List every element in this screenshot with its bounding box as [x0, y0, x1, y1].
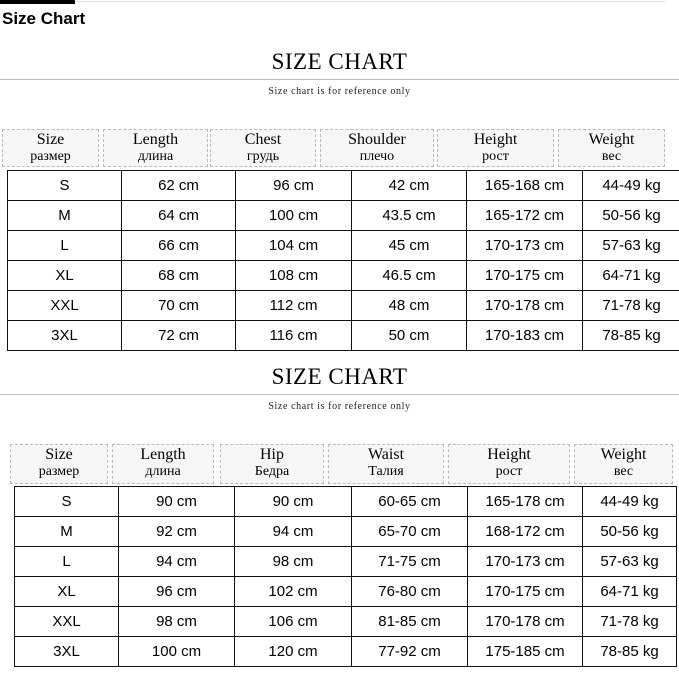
header-label-en: Weight [588, 131, 635, 148]
table-cell: 78-85 kg [583, 321, 679, 351]
header-label-ru: рост [495, 464, 523, 479]
header-label-ru: рост [482, 149, 509, 164]
table-row [8, 171, 679, 201]
table-cell: 165-168 cm [467, 171, 583, 201]
table-cell: 165-172 cm [467, 201, 583, 231]
tops-header-cell [437, 129, 554, 167]
header-label-ru: Бедра [254, 464, 290, 479]
table-row [15, 607, 677, 637]
header-label-ru: Талия [368, 464, 404, 479]
header-label-ru: длина [145, 464, 181, 479]
bottoms-size-table [14, 486, 677, 667]
tops-header-cell [210, 129, 316, 167]
table-cell: 108 cm [236, 261, 352, 291]
tops-header-cell [320, 129, 434, 167]
header-label-ru: размер [38, 464, 80, 479]
table-cell: 170-175 cm [467, 261, 583, 291]
header-label-ru: длина [137, 149, 174, 164]
header-label-ru: грудь [246, 149, 280, 164]
table-cell: 44-49 kg [583, 487, 677, 517]
table-cell: 64 cm [122, 201, 236, 231]
table-cell: 42 cm [352, 171, 467, 201]
table-cell: M [8, 201, 122, 231]
table-cell: 60-65 cm [352, 487, 468, 517]
header-label-ru: вес [601, 149, 622, 164]
header-label-ru: вес [613, 464, 634, 479]
tops-chart-title: SIZE CHART [271, 49, 408, 74]
bottoms-header-cell [448, 444, 570, 484]
table-cell: 50-56 kg [583, 517, 677, 547]
table-cell: 116 cm [236, 321, 352, 351]
table-cell: 48 cm [352, 291, 467, 321]
table-cell: 165-178 cm [468, 487, 583, 517]
page-title: Size Chart [2, 9, 86, 28]
table-cell: 104 cm [236, 231, 352, 261]
table-cell: 81-85 cm [352, 607, 468, 637]
bottoms-chart-title: SIZE CHART [271, 364, 408, 389]
table-cell: 76-80 cm [352, 577, 468, 607]
header-label-en: Height [487, 446, 531, 463]
header-label-en: Shoulder [348, 131, 406, 148]
table-cell: 98 cm [235, 547, 352, 577]
tops-reference-note: Size chart is for reference only [268, 86, 411, 97]
table-cell: 68 cm [122, 261, 236, 291]
tops-size-table [7, 170, 679, 351]
table-cell: 175-185 cm [468, 637, 583, 667]
header-label-en: Length [132, 131, 179, 148]
table-cell: 70 cm [122, 291, 236, 321]
table-cell: 112 cm [236, 291, 352, 321]
table-cell: 90 cm [235, 487, 352, 517]
header-label-en: Size [36, 131, 65, 148]
header-label-en: Chest [244, 131, 282, 148]
header-label-ru: плечо [359, 149, 395, 164]
table-cell: XL [15, 577, 119, 607]
table-cell: 170-178 cm [468, 607, 583, 637]
table-cell: 170-175 cm [468, 577, 583, 607]
table-row [8, 291, 679, 321]
header-label-ru: размер [30, 149, 71, 164]
table-cell: 78-85 kg [583, 637, 677, 667]
table-cell: 168-172 cm [468, 517, 583, 547]
table-cell: 100 cm [236, 201, 352, 231]
table-cell: 90 cm [119, 487, 235, 517]
table-row [8, 261, 679, 291]
table-cell: S [8, 171, 122, 201]
table-cell: 50-56 kg [583, 201, 679, 231]
table-cell: 65-70 cm [352, 517, 468, 547]
bottoms-header-cell [112, 444, 214, 484]
table-cell: L [15, 547, 119, 577]
table-row [15, 547, 677, 577]
table-cell: 100 cm [119, 637, 235, 667]
table-cell: XL [8, 261, 122, 291]
table-cell: 77-92 cm [352, 637, 468, 667]
table-cell: 96 cm [236, 171, 352, 201]
tops-title-rule [0, 79, 679, 80]
table-cell: 106 cm [235, 607, 352, 637]
table-cell: 43.5 cm [352, 201, 467, 231]
tops-header-cell [2, 129, 99, 167]
header-label-en: Height [473, 131, 518, 148]
table-cell: M [15, 517, 119, 547]
header-accent-bar [0, 0, 75, 4]
page-header [0, 0, 679, 36]
table-cell: 46.5 cm [352, 261, 467, 291]
table-row [8, 321, 679, 351]
bottoms-reference-note: Size chart is for reference only [268, 401, 411, 412]
table-row [15, 577, 677, 607]
table-cell: 44-49 kg [583, 171, 679, 201]
bottoms-title-rule [0, 394, 679, 395]
table-row [15, 487, 677, 517]
table-cell: 120 cm [235, 637, 352, 667]
bottoms-header-cell [10, 444, 108, 484]
table-cell: 64-71 kg [583, 577, 677, 607]
header-label-en: Hip [260, 446, 284, 463]
table-row [15, 637, 677, 667]
table-cell: 170-173 cm [468, 547, 583, 577]
header-label-en: Length [140, 446, 186, 463]
table-cell: 94 cm [235, 517, 352, 547]
table-cell: 3XL [8, 321, 122, 351]
table-cell: 170-178 cm [467, 291, 583, 321]
table-cell: 57-63 kg [583, 231, 679, 261]
table-row [15, 517, 677, 547]
tops-header-cell [558, 129, 665, 167]
bottoms-header-cell [574, 444, 673, 484]
table-cell: XXL [8, 291, 122, 321]
tops-header-cell [103, 129, 208, 167]
bottoms-header-cell [220, 444, 324, 484]
table-cell: 94 cm [119, 547, 235, 577]
table-row [8, 201, 679, 231]
table-cell: L [8, 231, 122, 261]
table-cell: 92 cm [119, 517, 235, 547]
table-cell: 71-78 kg [583, 607, 677, 637]
header-label-en: Weight [600, 446, 647, 463]
table-cell: 62 cm [122, 171, 236, 201]
header-label-en: Waist [367, 446, 405, 463]
table-cell: S [15, 487, 119, 517]
bottoms-header-cell [328, 444, 444, 484]
header-label-en: Size [45, 446, 73, 463]
table-cell: 98 cm [119, 607, 235, 637]
table-cell: 96 cm [119, 577, 235, 607]
table-cell: 50 cm [352, 321, 467, 351]
header-divider [75, 1, 665, 2]
table-cell: 71-78 kg [583, 291, 679, 321]
table-cell: 45 cm [352, 231, 467, 261]
table-cell: 3XL [15, 637, 119, 667]
table-cell: 170-183 cm [467, 321, 583, 351]
table-cell: 71-75 cm [352, 547, 468, 577]
table-cell: 66 cm [122, 231, 236, 261]
table-cell: XXL [15, 607, 119, 637]
table-row [8, 231, 679, 261]
table-cell: 64-71 kg [583, 261, 679, 291]
table-cell: 170-173 cm [467, 231, 583, 261]
table-cell: 57-63 kg [583, 547, 677, 577]
table-cell: 102 cm [235, 577, 352, 607]
table-cell: 72 cm [122, 321, 236, 351]
